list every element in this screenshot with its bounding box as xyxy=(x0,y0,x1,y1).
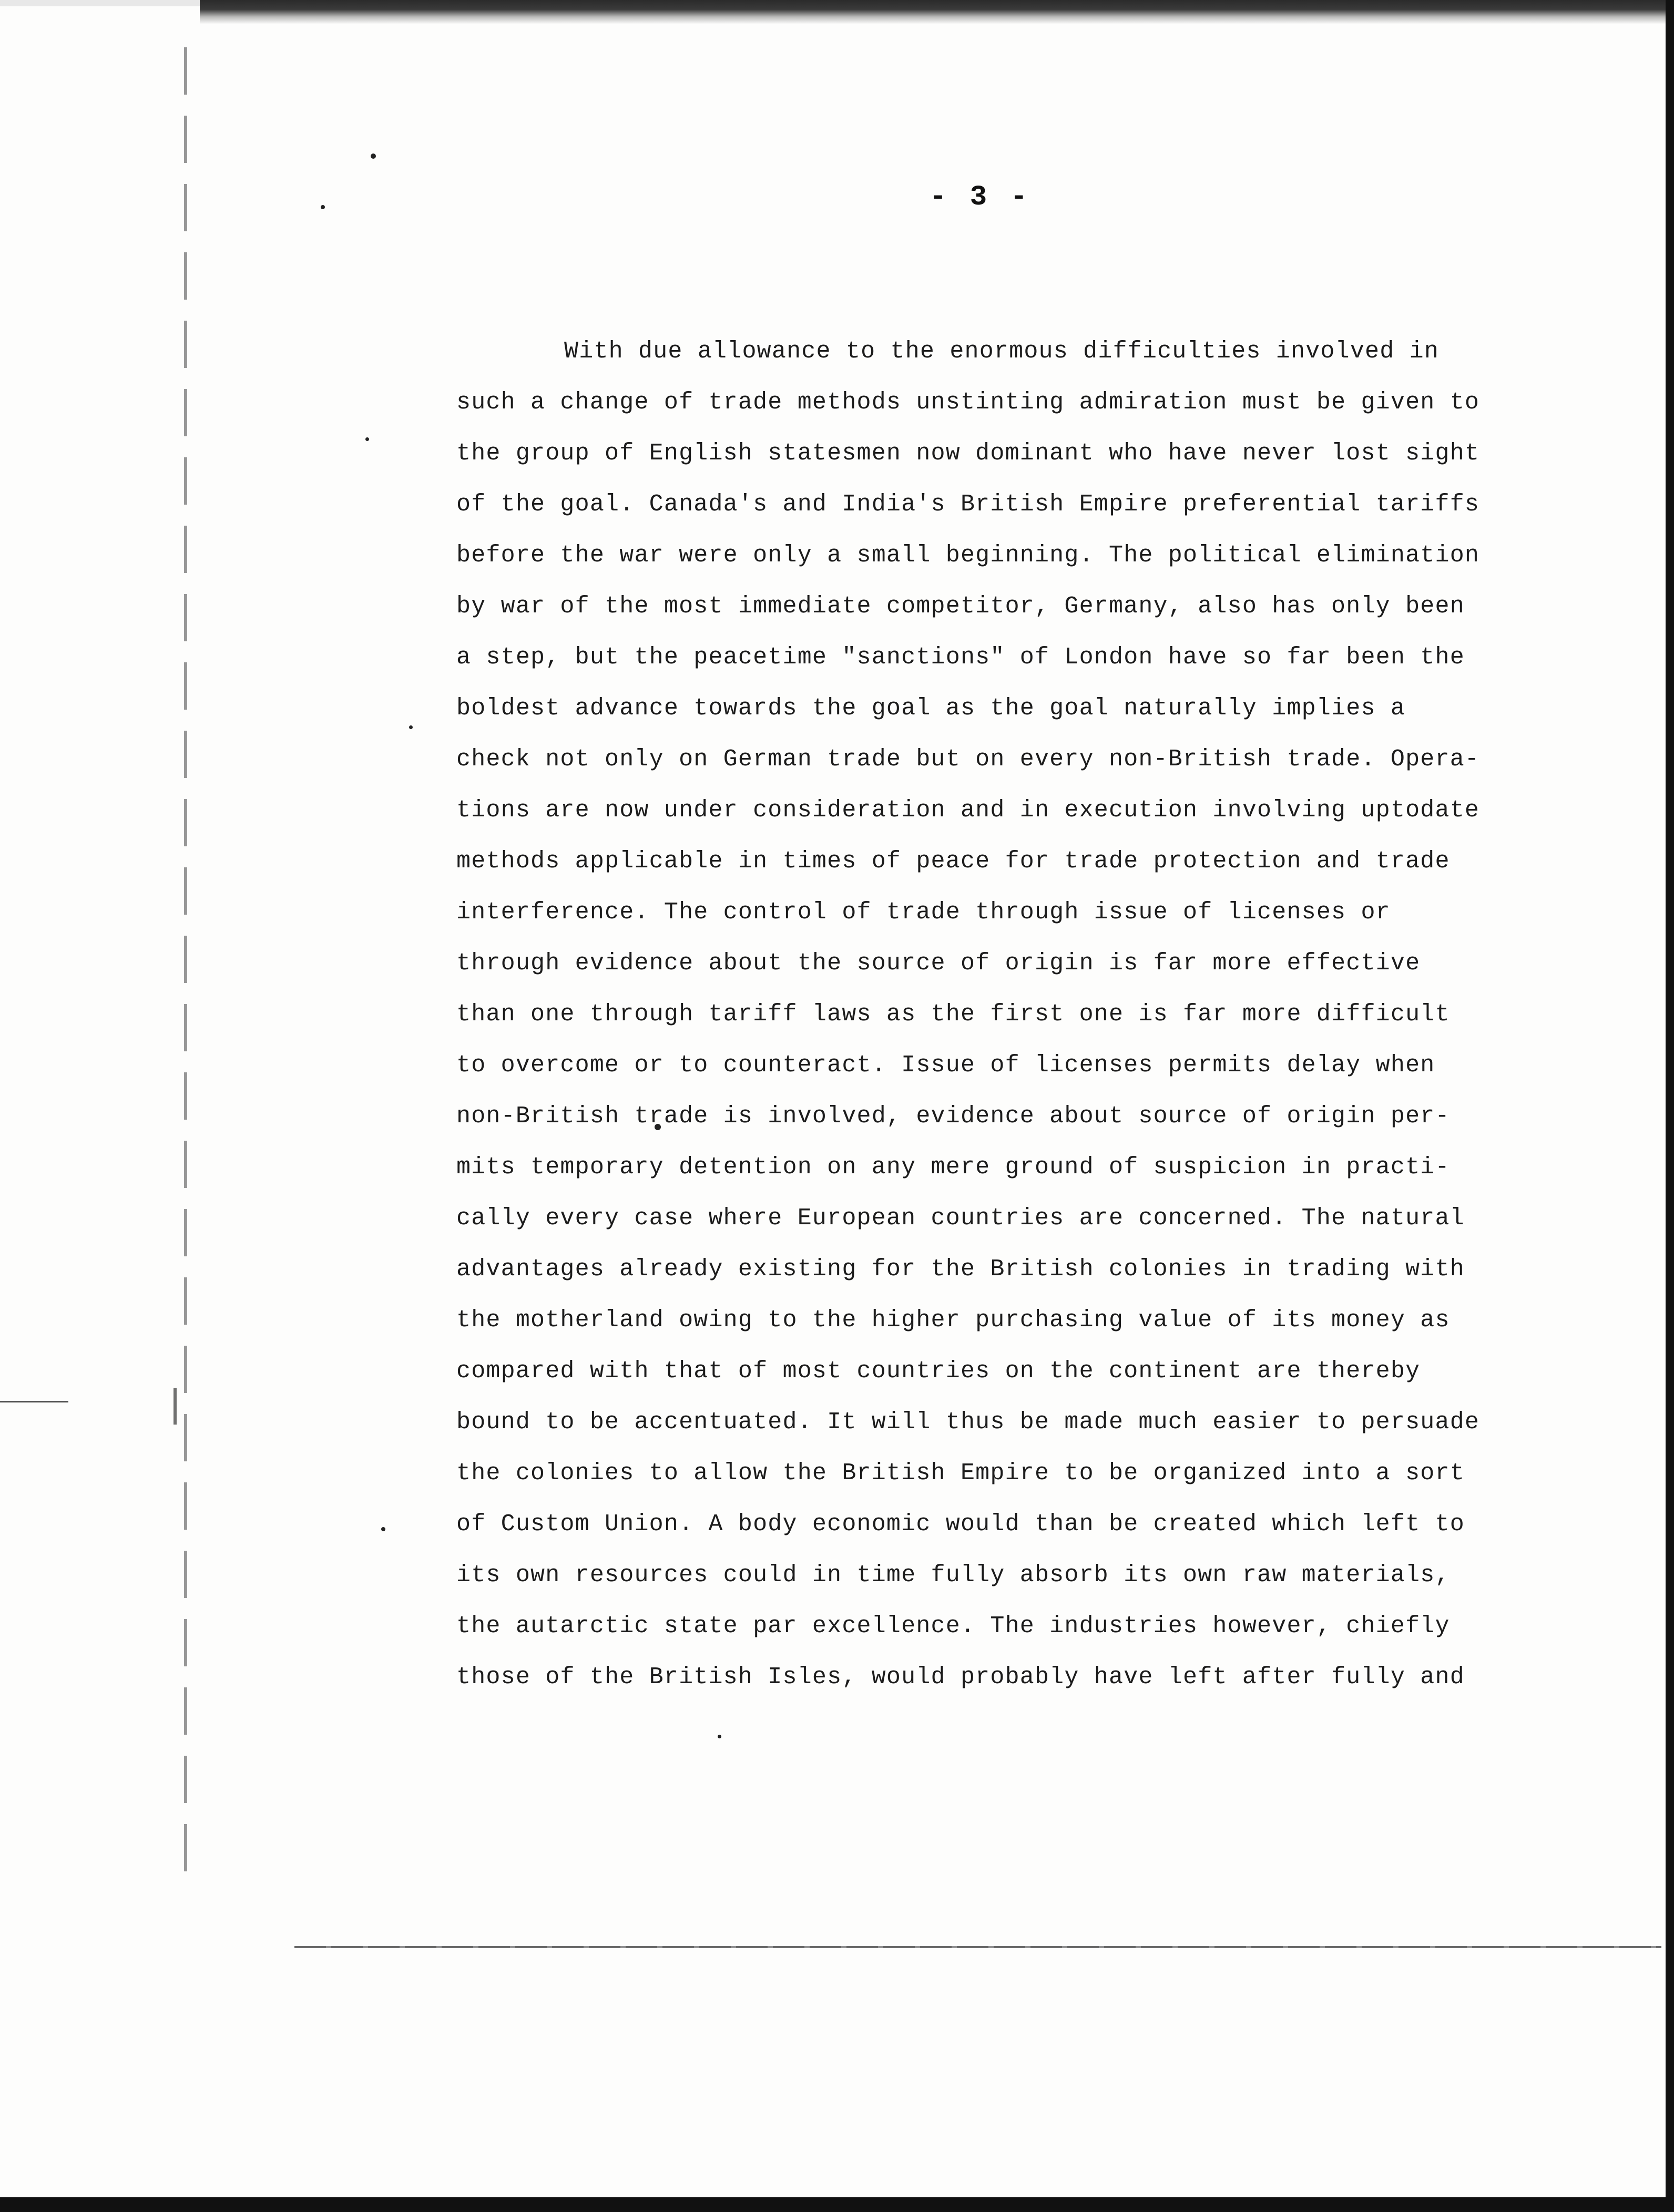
scan-speck xyxy=(365,437,369,441)
scan-speck xyxy=(371,153,376,159)
scan-edge-top-left xyxy=(0,0,200,6)
text-line: non-British trade is involved, evidence about source of origin per- xyxy=(456,1103,1450,1130)
text-line: of Custom Union. A body economic would than be created which left to xyxy=(456,1511,1465,1538)
text-line: methods applicable in times of peace for trade protection and trade xyxy=(456,848,1450,875)
text-line: its own resources could in time fully absorb its own raw materials, xyxy=(456,1562,1450,1589)
scan-edge-top xyxy=(200,0,1674,24)
text-line: to overcome or to counteract. Issue of licenses permits delay when xyxy=(456,1052,1435,1079)
text-line: through evidence about the source of origin is far more effective xyxy=(456,950,1421,977)
scan-bottom-rule xyxy=(294,1946,1661,1948)
text-line: such a change of trade methods unstinting admiration must be given to xyxy=(456,389,1480,416)
text-line: mits temporary detention on any mere ground of suspicion in practi- xyxy=(456,1154,1450,1181)
text-line: the group of English statesmen now dominant who have never lost sight xyxy=(456,440,1480,467)
body-paragraph xyxy=(456,326,1634,1703)
text-line: cally every case where European countries are concerned. The natural xyxy=(456,1205,1465,1232)
text-line: the autarctic state par excellence. The industries however, chiefly xyxy=(456,1613,1450,1640)
text-line: bound to be accentuated. It will thus be made much easier to persuade xyxy=(456,1409,1480,1436)
scan-left-tick xyxy=(0,1401,68,1402)
text-line: than one through tariff laws as the first one is far more difficult xyxy=(456,1001,1450,1028)
page-number: - 3 - xyxy=(930,181,1031,213)
text-line: tions are now under consideration and in execution involving uptodate xyxy=(456,797,1480,824)
scan-edge-left xyxy=(184,47,187,1887)
scan-edge-bottom xyxy=(0,2197,1674,2212)
text-line: advantages already existing for the British colonies in trading with xyxy=(456,1256,1465,1283)
text-line: check not only on German trade but on every non-British trade. Opera- xyxy=(456,746,1480,773)
text-line: of the goal. Canada's and India's British Empire preferential tariffs xyxy=(456,491,1480,518)
scan-edge-left-mark xyxy=(173,1388,192,1425)
text-line: those of the British Isles, would probably have left after fully and xyxy=(456,1664,1465,1691)
text-line: a step, but the peacetime "sanctions" of London have so far been the xyxy=(456,644,1465,671)
text-line: the motherland owing to the higher purchasing value of its money as xyxy=(456,1307,1450,1334)
text-line: compared with that of most countries on the continent are thereby xyxy=(456,1358,1421,1385)
scan-speck xyxy=(381,1527,385,1531)
text-line: the colonies to allow the British Empire to be organized into a sort xyxy=(456,1460,1465,1487)
text-line: boldest advance towards the goal as the goal naturally implies a xyxy=(456,695,1406,722)
scan-speck xyxy=(409,725,413,729)
text-line: With due allowance to the enormous difficulties involved in xyxy=(564,338,1440,365)
scan-edge-right xyxy=(1666,0,1674,2212)
text-line: before the war were only a small beginning. The political elimination xyxy=(456,542,1480,569)
scan-speck xyxy=(718,1735,721,1738)
text-line: interference. The control of trade through issue of licenses or xyxy=(456,899,1391,926)
scan-speck xyxy=(321,205,325,209)
text-line: by war of the most immediate competitor, Germany, also has only been xyxy=(456,593,1465,620)
